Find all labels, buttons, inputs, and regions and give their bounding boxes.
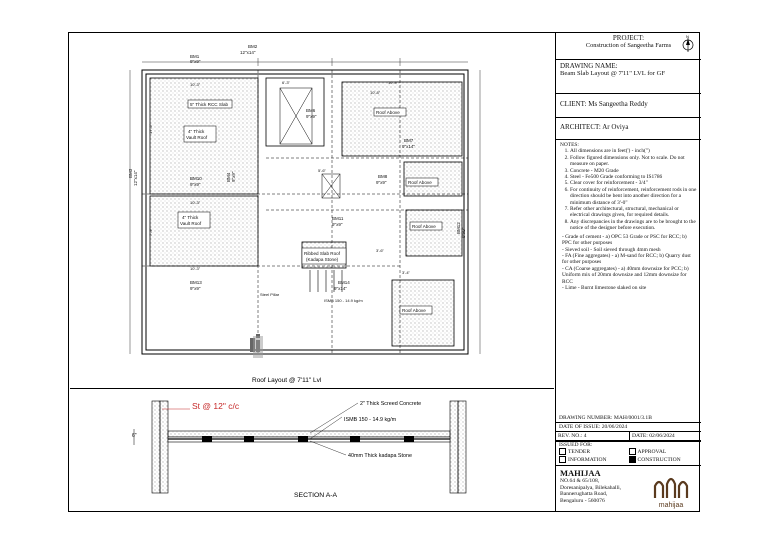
steel-pillar-label: Steel Pillar bbox=[260, 292, 280, 297]
dim-3: 10'-9" bbox=[388, 80, 399, 85]
bm6-label: BM6 bbox=[306, 108, 316, 113]
issued-option-label: CONSTRUCTION bbox=[637, 456, 681, 463]
firm-logo bbox=[645, 472, 697, 510]
bm13-label: BM13 bbox=[190, 280, 202, 285]
plan-title: Roof Layout @ 7'11" Lvl bbox=[252, 377, 322, 384]
dim-7: 7'-9" bbox=[148, 228, 153, 236]
bm4-label: BM4 bbox=[226, 172, 231, 182]
issued-option-label: TENDER bbox=[568, 448, 591, 455]
bm3-label: BM3 bbox=[128, 168, 133, 178]
project-name: Construction of Sangeetha Farms bbox=[585, 42, 672, 49]
room-vault-2 bbox=[150, 196, 258, 266]
drawing-name: Beam Slab Layout @ 7'11" LVL for GF bbox=[560, 70, 665, 77]
project-heading: PROJECT: bbox=[612, 34, 645, 42]
bm1-size: 9"x9" bbox=[190, 59, 201, 64]
rev-no: REV. NO.: 4 bbox=[556, 432, 630, 441]
date-of-issue: DATE OF ISSUE: 20/06/2024 bbox=[556, 423, 701, 432]
north-label: N bbox=[686, 34, 689, 39]
bm11-label: BM11 bbox=[332, 216, 344, 221]
bm14-size: 9"x14" bbox=[334, 286, 347, 291]
bm1-label: BM1 bbox=[190, 54, 200, 59]
address-line: Doresanipalya, Bilekahalli, bbox=[560, 484, 622, 491]
bm13-size: 9"x9" bbox=[190, 286, 201, 291]
dim-10: 3'-4" bbox=[402, 270, 410, 275]
dim-5: 10'-3" bbox=[190, 266, 201, 271]
checkbox-icon[interactable] bbox=[559, 448, 566, 455]
dim-2: 6'-3" bbox=[282, 80, 290, 85]
bm8-size: 9"x9" bbox=[376, 180, 387, 185]
dim-8: 5'-6" bbox=[318, 168, 326, 173]
ribbed-line1: Ribbed Slab Roof bbox=[304, 251, 341, 256]
north-arrow-icon bbox=[681, 34, 695, 54]
note-item: 6. For continuity of reinforcement, reinforcement rods in one direction should be bent into another direction for a minimum distance of 3'-0" bbox=[570, 187, 697, 206]
note-item: 8. Any discrepancies in the drawings are to be brought to the notice of the designer before execution. bbox=[570, 219, 697, 232]
logo-text: mahijaa bbox=[658, 502, 684, 509]
notes-extra bbox=[560, 234, 697, 292]
issued-option-label: INFORMATION bbox=[568, 456, 607, 463]
checkbox-icon[interactable] bbox=[629, 448, 636, 455]
bm2-size: 12"x14" bbox=[240, 50, 256, 55]
dim-9: 3'-6" bbox=[376, 248, 384, 253]
drawing-number: DRAWING NUMBER: MAH/0001/3.1B bbox=[556, 414, 701, 423]
architect: ARCHITECT: Ar Oviya bbox=[556, 118, 701, 140]
room-roof-above-3 bbox=[406, 210, 462, 256]
note-item: 3. Concrete - M20 Grade bbox=[570, 168, 697, 174]
checkbox-icon[interactable] bbox=[559, 456, 566, 463]
issued-option[interactable] bbox=[629, 456, 699, 463]
title-block bbox=[555, 32, 701, 512]
bm4-size: 9"x9" bbox=[231, 171, 236, 182]
checkbox-icon[interactable] bbox=[629, 456, 636, 463]
ismb-label: ISMB 150 - 14.9 kg/m bbox=[344, 417, 397, 423]
issued-for-box bbox=[556, 441, 701, 466]
firm-name: MAHIJAA bbox=[560, 468, 601, 478]
project-box bbox=[556, 32, 701, 60]
roof-above-4: Roof Above bbox=[402, 308, 426, 313]
bm10-size: 9"x9" bbox=[190, 182, 201, 187]
dim-1: 10'-3" bbox=[190, 82, 201, 87]
material-note: - Sieved soil - Soil sieved through 4mm mesh bbox=[562, 246, 661, 253]
note-item: 4. Steel - Fe500 Grade conforming to IS1786 bbox=[570, 174, 697, 180]
issued-option[interactable] bbox=[559, 448, 629, 455]
rev-date: DATE: 02/06/2024 bbox=[632, 433, 675, 439]
section-a-a bbox=[70, 388, 554, 511]
notes-heading: NOTES: bbox=[560, 142, 579, 148]
section-title: SECTION A-A bbox=[294, 492, 338, 499]
section-svg bbox=[70, 389, 554, 511]
vault2-line2: Vault Roof bbox=[180, 221, 202, 226]
roof-above-3: Roof Above bbox=[412, 224, 436, 229]
note-item: 5. Clear cover for reinforcement - 3/4" bbox=[570, 180, 697, 186]
note-item: 7. Refer other architectural, structural, mechanical or electrical drawings given, for required details. bbox=[570, 206, 697, 219]
drawing-heading: DRAWING NAME: bbox=[560, 62, 618, 70]
vault2-line1: 4" Thick bbox=[182, 215, 199, 220]
address-line: Bengaluru - 560076 bbox=[560, 497, 605, 504]
roof-layout-plan bbox=[70, 34, 554, 388]
address-line: Bannerughatta Road, bbox=[560, 491, 608, 498]
issued-option-label: APPROVAL bbox=[637, 448, 667, 455]
dim-11: 10'-8" bbox=[370, 90, 381, 95]
vault1-line2: Vault Roof bbox=[186, 135, 208, 140]
bm6-size: 9"x9" bbox=[306, 114, 317, 119]
ribbed-line2: (Kadapa Stone) bbox=[306, 257, 339, 262]
st-label: St @ 12" c/c bbox=[192, 401, 240, 411]
roof-above-1: Roof Above bbox=[376, 110, 400, 115]
rev-row bbox=[556, 432, 701, 441]
vault1-line1: 4" Thick bbox=[188, 129, 205, 134]
material-note: - Grade of cement - a) OPC 53 Grade or PSC for RCC; b) PPC for other purposes bbox=[562, 233, 687, 247]
address-line: NO.64 & 65/108, bbox=[560, 478, 600, 484]
section-dim: 6" bbox=[132, 433, 137, 439]
bm3-size: 12"x14" bbox=[133, 170, 138, 186]
bm7-label: BM7 bbox=[404, 138, 414, 143]
material-note: - Lime - Burnt limestone slaked on site bbox=[562, 284, 647, 291]
ismb-plan-note: ISMB 150 - 14.9 kg/m bbox=[324, 298, 363, 303]
dim-6: 17'-5" bbox=[148, 123, 153, 134]
note-item: 2. Follow figured dimensions only. Not to scale. Do not measure on paper. bbox=[570, 155, 697, 168]
bm7-size: 9"x14" bbox=[402, 144, 415, 149]
notes-box bbox=[556, 140, 701, 442]
issued-option[interactable] bbox=[559, 456, 629, 463]
issued-option[interactable] bbox=[629, 448, 699, 455]
material-note: - CA (Coarse aggregates) - a) 40mm downsize for PCC; b) Uniform mix of 20mm downsize and 12mm downsize for RCC bbox=[562, 265, 689, 285]
material-note: - FA (Fine aggregates) - a) M-sand for RCC; b) Quarry dust for other purposes bbox=[562, 252, 691, 266]
plan-svg bbox=[70, 34, 554, 388]
bm12-size: 9"x9" bbox=[461, 227, 466, 238]
bm8-label: BM8 bbox=[378, 174, 388, 179]
arch-logo-icon bbox=[645, 472, 697, 502]
bm14-label: BM14 bbox=[338, 280, 350, 285]
firm-box bbox=[556, 466, 701, 512]
kadapa-label: 40mm Thick kadapa Stone bbox=[348, 453, 413, 459]
drawing-name-box bbox=[556, 60, 701, 94]
bm10-label: BM10 bbox=[190, 176, 202, 181]
client: CLIENT: Ms Sangeetha Reddy bbox=[556, 94, 701, 118]
bm11-size: 9"x9" bbox=[332, 222, 343, 227]
note-item: 1. All dimensions are in feet(') - inch(") bbox=[570, 148, 697, 154]
thick-rcc-label: 5" Thick RCC Slab bbox=[190, 102, 229, 107]
bm2-label: BM2 bbox=[248, 44, 258, 49]
bm12-label: BM12 bbox=[456, 222, 461, 234]
dim-4: 10'-3" bbox=[190, 200, 201, 205]
issued-for-label: ISSUED FOR: bbox=[559, 442, 593, 448]
roof-above-2: Roof Above bbox=[408, 180, 432, 185]
screed-label: 2" Thick Screed Concrete bbox=[360, 401, 422, 407]
notes-list bbox=[560, 148, 697, 231]
